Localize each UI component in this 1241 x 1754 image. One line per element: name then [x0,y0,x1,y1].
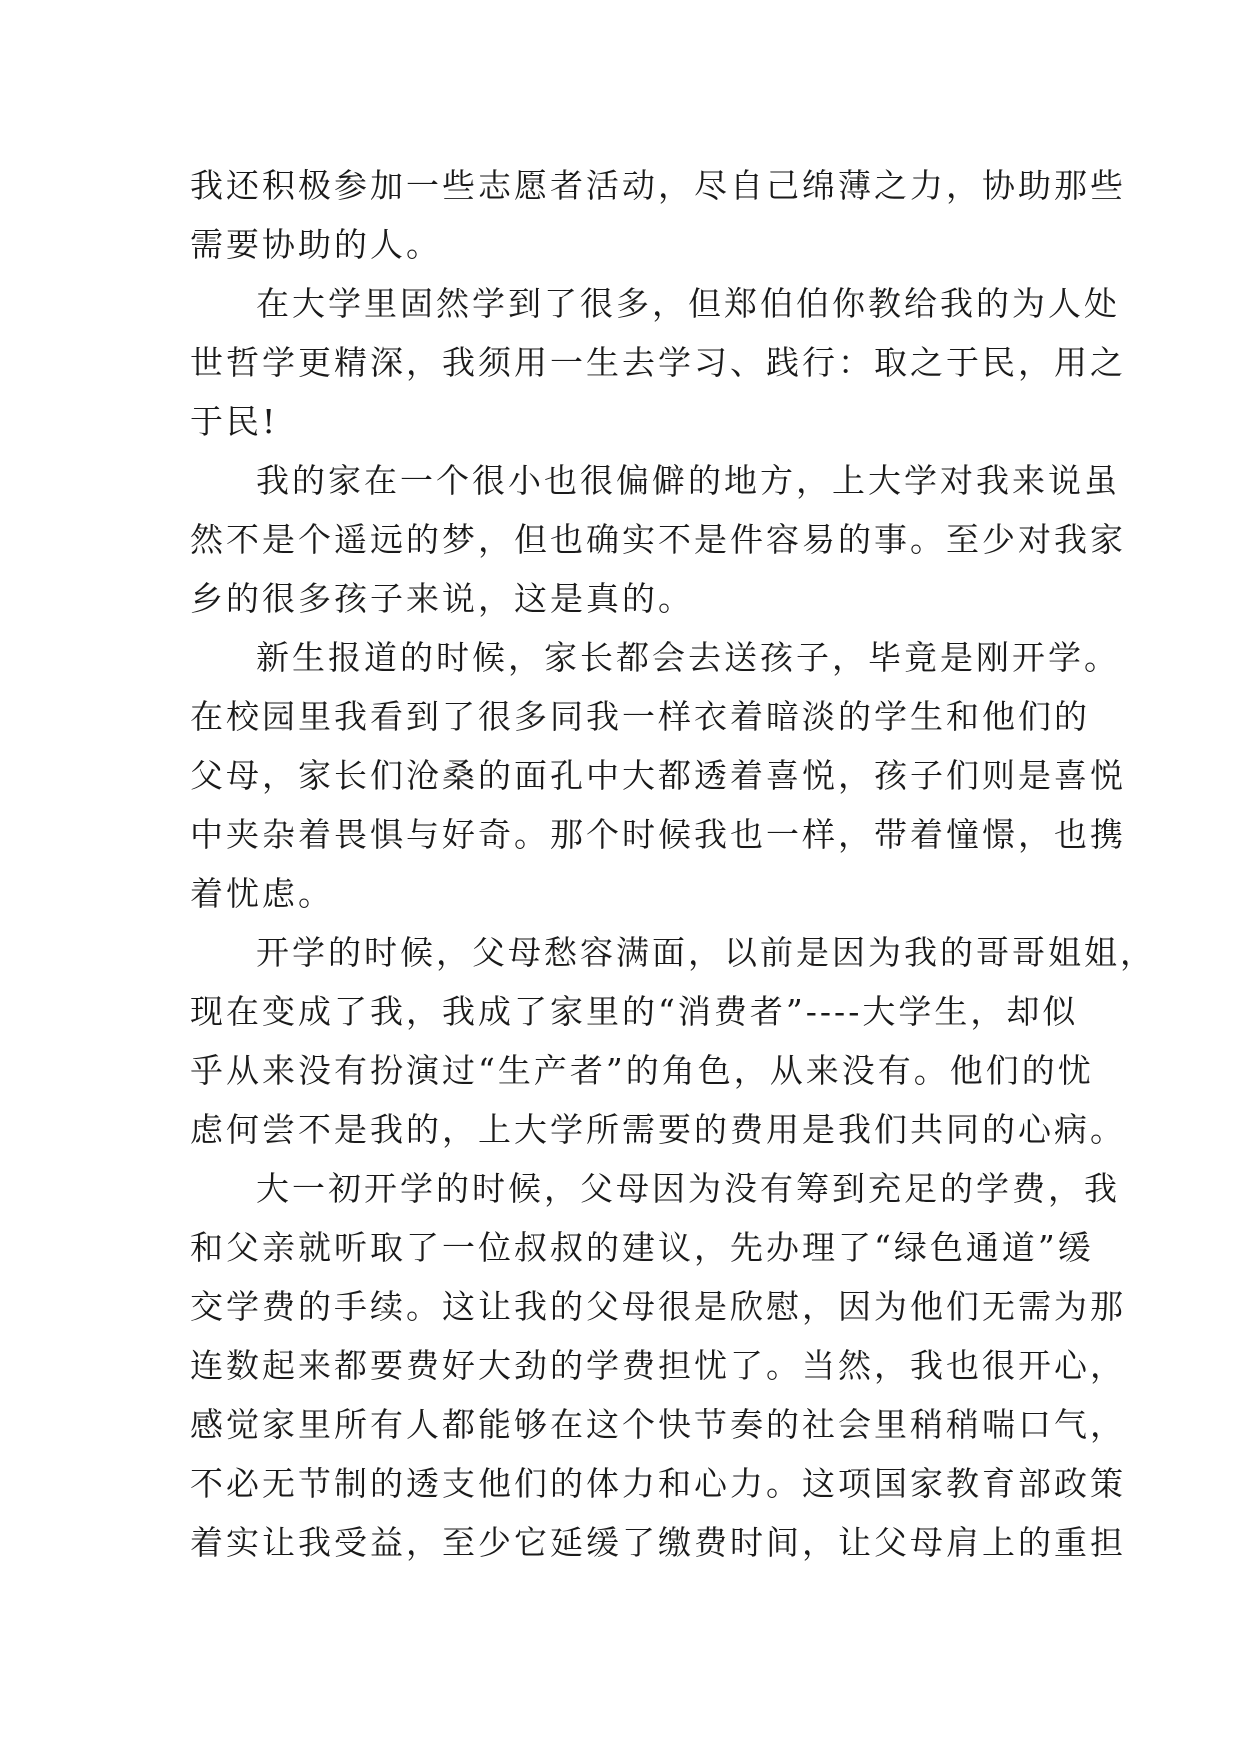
paragraph-start-line: 开学的时候，父母愁容满面，以前是因为我的哥哥姐姐， [256,933,1156,972]
paragraph-start-line: 新生报道的时候，家长都会去送孩子，毕竟是刚开学。 [256,638,1120,677]
text-line: 然不是个遥远的梦，但也确实不是件容易的事。至少对我家 [190,520,1126,559]
text-line: 交学费的手续。这让我的父母很是欣慰，因为他们无需为那 [190,1287,1126,1326]
paragraph-start-line: 在大学里固然学到了很多，但郑伯伯你教给我的为人处 [256,284,1120,323]
text-line: 着忧虑。 [190,874,334,913]
text-line: 在校园里我看到了很多同我一样衣着暗淡的学生和他们的 [190,697,1090,736]
text-line: 和父亲就听取了一位叔叔的建议，先办理了“绿色通道”缓 [190,1228,1094,1267]
text-line: 现在变成了我，我成了家里的“消费者”----大学生，却似 [190,992,1079,1031]
text-line: 虑何尝不是我的，上大学所需要的费用是我们共同的心病。 [190,1110,1126,1149]
text-line: 我还积极参加一些志愿者活动，尽自己绵薄之力，协助那些 [190,166,1126,205]
text-line: 连数起来都要费好大劲的学费担忧了。当然，我也很开心， [190,1346,1126,1385]
paragraph-start-line: 我的家在一个很小也很偏僻的地方，上大学对我来说虽 [256,461,1120,500]
text-line: 不必无节制的透支他们的体力和心力。这项国家教育部政策 [190,1464,1126,1503]
text-line: 感觉家里所有人都能够在这个快节奏的社会里稍稍喘口气， [190,1405,1126,1444]
text-line: 世哲学更精深，我须用一生去学习、践行：取之于民，用之 [190,343,1126,382]
document-body [190,156,1156,1572]
text-line: 着实让我受益，至少它延缓了缴费时间，让父母肩上的重担 [190,1523,1126,1562]
text-line: 需要协助的人。 [190,225,442,264]
text-line: 乎从来没有扮演过“生产者”的角色，从来没有。他们的忧 [190,1051,1094,1090]
text-line: 父母，家长们沧桑的面孔中大都透着喜悦，孩子们则是喜悦 [190,756,1126,795]
text-line: 于民! [190,402,279,441]
paragraph-start-line: 大一初开学的时候，父母因为没有筹到充足的学费，我 [256,1169,1120,1208]
text-line: 乡的很多孩子来说，这是真的。 [190,579,694,618]
text-line: 中夹杂着畏惧与好奇。那个时候我也一样，带着憧憬，也携 [190,815,1126,854]
